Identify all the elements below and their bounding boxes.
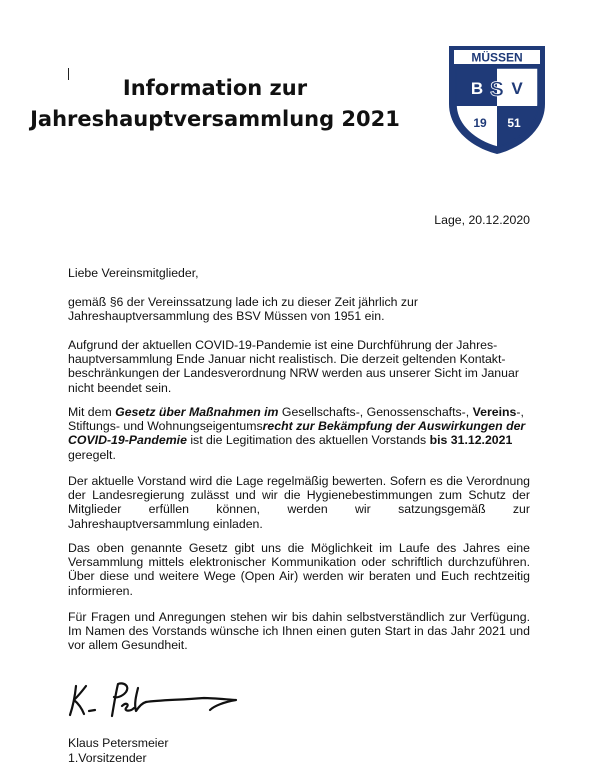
title-line-2: Jahreshauptversammlung 2021 bbox=[30, 107, 400, 131]
paragraph-6: Für Fragen und Anregungen stehen wir bis dahin selbstverständlich zur Verfügung. Im Namen des Vorstands wünsche ich Ihnen einen guten Start in das Jahr 2021 und vor allem Gesundheit. bbox=[68, 610, 530, 653]
letter-date: Lage, 20.12.2020 bbox=[434, 213, 530, 227]
logo-letter-v: V bbox=[511, 79, 523, 98]
title-line-1: Information zur bbox=[122, 76, 308, 100]
logo-letter-b: B bbox=[470, 79, 484, 98]
club-logo bbox=[447, 44, 547, 156]
paragraph-3: Mit dem Gesetz über Maßnahmen im Gesellschafts-, Genossenschafts-, Vereins-, Stiftungs- und Wohnungseigentumsrecht zur Bekämpfung der Auswirkungen der COVID-19-Pandemie ist die Legitimation des aktuellen Vorstands bis 31.12.2021 geregelt. bbox=[68, 405, 526, 462]
paragraph-4: Der aktuelle Vorstand wird die Lage regelmäßig bewerten. Sofern es die Verordnung der Landesregierung zulässt und wir die Hygienebestimmungen zum Schutz der Mitglieder erfüllen können, werden wir satzungsgemäß zur Jahreshauptversammlung einladen. bbox=[68, 474, 530, 531]
paragraph-2: Aufgrund der aktuellen COVID-19-Pandemie ist eine Durchführung der Jahres-hauptversammlung Ende Januar nicht realistisch. Die derzeit geltenden Kontakt-beschränkungen der Landesverordnung NRW werden aus unserer Sicht im Januar nicht beendet sein. bbox=[68, 338, 519, 395]
signer-name: Klaus Petersmeier bbox=[68, 736, 169, 750]
handwritten-signature bbox=[64, 678, 244, 718]
salutation: Liebe Vereinsmitglieder, bbox=[68, 266, 199, 280]
logo-top-text: MÜSSEN bbox=[471, 50, 523, 65]
paragraph-1: gemäß §6 der Vereinssatzung lade ich zu dieser Zeit jährlich zur Jahreshauptversammlung des BSV Müssen von 1951 ein. bbox=[68, 295, 418, 324]
logo-year-left: 19 bbox=[473, 116, 487, 130]
document-title bbox=[0, 73, 430, 135]
signer-role: 1.Vorsitzender bbox=[68, 750, 147, 765]
logo-letter-s: S bbox=[489, 78, 505, 101]
paragraph-5: Das oben genannte Gesetz gibt uns die Möglichkeit im Laufe des Jahres eine Versammlung mittels elektronischer Kommunikation oder schriftlich durchzuführen. Über diese und weitere Wege (Open Air) werden wir beraten und Euch rechtzeitig informieren. bbox=[68, 541, 530, 598]
logo-year-right: 51 bbox=[507, 116, 521, 130]
signer-block bbox=[68, 736, 168, 765]
